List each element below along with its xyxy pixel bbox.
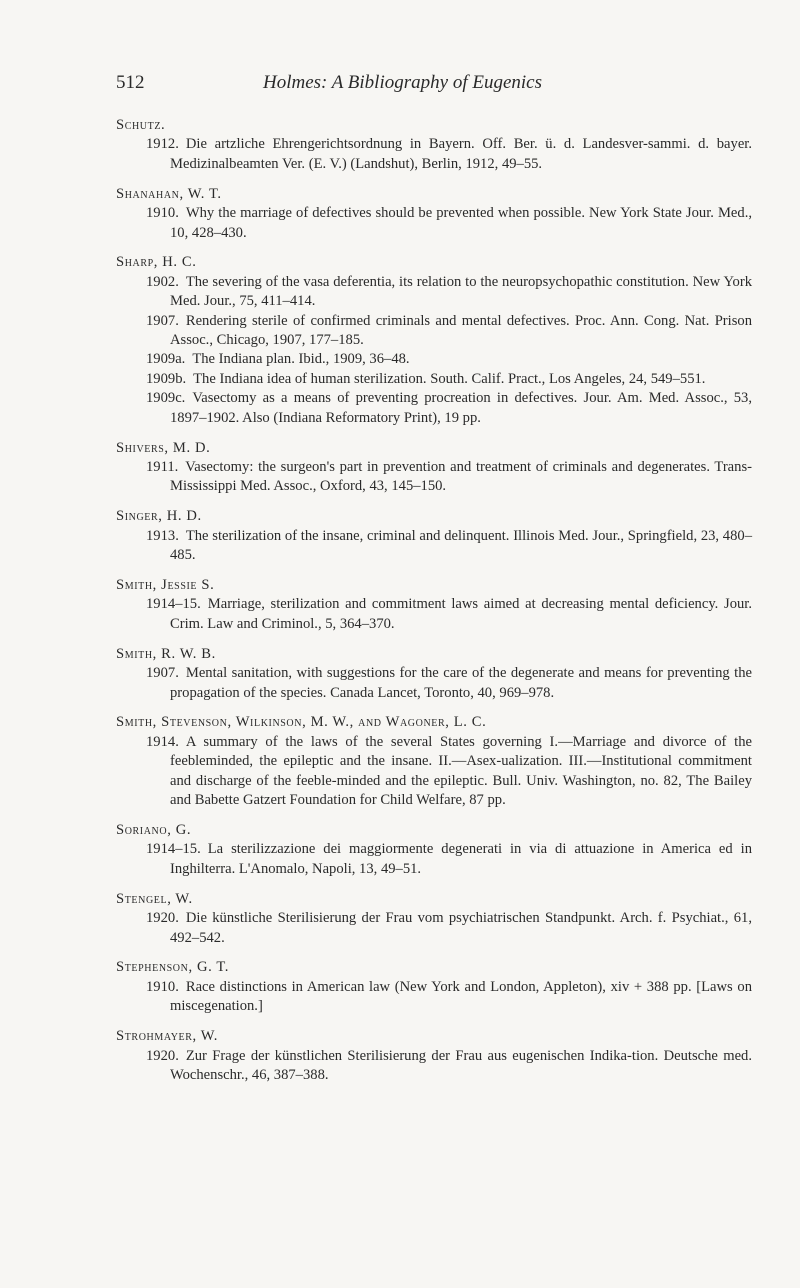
- author-block: [116, 1027, 752, 1085]
- author-block: [116, 507, 752, 565]
- author-block: [116, 253, 752, 428]
- author-name: Sharp, H. C.: [116, 254, 197, 271]
- bibliography-entry: [116, 350, 752, 369]
- bibliography-entry: [116, 312, 752, 351]
- author-block: [116, 958, 752, 1016]
- author-block: [116, 439, 752, 497]
- bibliography-entry: [116, 389, 752, 428]
- entry-year: 1907.: [146, 665, 179, 682]
- author-block: [116, 576, 752, 634]
- running-title: Holmes: A Bibliography of Eugenics: [263, 72, 542, 93]
- author-name: Shivers, M. D.: [116, 439, 211, 456]
- entry-text: Mental sanitation, with suggestions for the care of the degenerate and means for preventing the propagation of the species. Canada Lancet, Toronto, 40, 969–978.: [170, 665, 752, 701]
- author-name: Schutz.: [116, 117, 166, 133]
- entry-text: The Indiana plan. Ibid., 1909, 36–48.: [192, 351, 410, 368]
- bibliography-entry: [116, 1047, 752, 1086]
- running-head: [116, 72, 736, 102]
- author-name: Singer, H. D.: [116, 508, 202, 525]
- entry-year: 1913.: [146, 527, 179, 544]
- entry-year: 1910.: [146, 978, 179, 995]
- entry-year: 1909a.: [146, 351, 186, 368]
- bibliography-entry: [116, 664, 752, 703]
- entry-year: 1909c.: [146, 390, 186, 407]
- bibliography-entries: [116, 116, 752, 1096]
- bibliography-entry: [116, 527, 752, 566]
- author-block: [116, 645, 752, 703]
- entry-text: Marriage, sterilization and commitment laws aimed at decreasing mental deficiency. Jour. Crim. Law and Criminol., 5, 364–370.: [170, 596, 752, 632]
- bibliography-entry: [116, 273, 752, 312]
- bibliography-entry: [116, 909, 752, 948]
- entry-text: Rendering sterile of confirmed criminals and mental defectives. Proc. Ann. Cong. Nat. Prison Assoc., Chicago, 1907, 177–185.: [170, 312, 752, 349]
- entry-text: The severing of the vasa deferentia, its relation to the neuropsychopathic constitution. New York Med. Jour., 75, 411–414.: [170, 273, 752, 310]
- author-name: Shanahan, W. T.: [116, 185, 222, 202]
- author-block: [116, 713, 752, 810]
- author-name: Strohmayer, W.: [116, 1028, 219, 1045]
- bibliography-entry: [116, 458, 752, 497]
- entry-year: 1912.: [146, 136, 179, 153]
- entry-year: 1907.: [146, 312, 179, 329]
- entry-text: La sterilizzazione dei maggiormente degenerati in via di attuazione in America ed in Inghilterra. L'Anomalo, Napoli, 13, 49–51.: [170, 841, 752, 877]
- author-block: [116, 185, 752, 243]
- author-block: [116, 116, 752, 174]
- page-number: 512: [116, 72, 145, 93]
- bibliography-entry: [116, 204, 752, 243]
- author-name: Smith, R. W. B.: [116, 645, 216, 662]
- entry-year: 1914–15.: [146, 596, 201, 613]
- entry-year: 1909b.: [146, 370, 187, 387]
- entry-year: 1902.: [146, 273, 179, 290]
- author-block: [116, 821, 752, 879]
- author-name: Soriano, G.: [116, 822, 192, 838]
- entry-text: Why the marriage of defectives should be prevented when possible. New York State Jour. Med., 10, 428–430.: [170, 205, 752, 241]
- bibliography-entry: [116, 840, 752, 879]
- entry-year: 1914–15.: [146, 841, 201, 858]
- author-block: [116, 890, 752, 948]
- entry-text: The Indiana idea of human sterilization. South. Calif. Pract., Los Angeles, 24, 549–551.: [193, 370, 706, 387]
- bibliography-entry: [116, 135, 752, 174]
- author-name: Stengel, W.: [116, 890, 193, 907]
- entry-text: Race distinctions in American law (New York and London, Appleton), xiv + 388 pp. [Laws on miscegenation.]: [170, 978, 752, 1015]
- author-name: Smith, Jessie S.: [116, 577, 215, 594]
- bibliography-entry: [116, 733, 752, 811]
- bibliography-entry: [116, 370, 752, 389]
- entry-text: Die künstliche Sterilisierung der Frau vom psychiatrischen Standpunkt. Arch. f. Psychiat., 61, 492–542.: [170, 910, 752, 946]
- author-name: Stephenson, G. T.: [116, 959, 229, 976]
- entry-text: A summary of the laws of the several States governing I.—Marriage and divorce of the feebleminded, the epileptic and the insane. II.—Asex-ualization. III.—Institutional commitment and discharge of the feeble-minded and the epileptic. Bull. Univ. Washington, no. 82, The Bailey and Babette Gatzert Foundation for Child Welfare, 87 pp.: [170, 733, 752, 809]
- entry-year: 1914.: [146, 733, 179, 750]
- entry-text: Vasectomy: the surgeon's part in prevention and treatment of criminals and degenerates. Trans-Mississippi Med. Assoc., Oxford, 43, 145–150.: [170, 459, 752, 495]
- bibliography-entry: [116, 595, 752, 634]
- entry-text: Vasectomy as a means of preventing procreation in defectives. Jour. Am. Med. Assoc., 53, 1897–1902. Also (Indiana Reformatory Print), 19 pp.: [170, 390, 752, 426]
- author-name: Smith, Stevenson, Wilkinson, M. W., and Wagoner, L. C.: [116, 714, 487, 731]
- entry-text: Die artzliche Ehrengerichtsordnung in Bayern. Off. Ber. ü. d. Landesver-sammi. d. bayer. Medizinalbeamten Ver. (E. V.) (Landshut), Berlin, 1912, 49–55.: [170, 136, 752, 172]
- entry-year: 1920.: [146, 1047, 179, 1064]
- entry-text: Zur Frage der künstlichen Sterilisierung der Frau aus eugenischen Indika-tion. Deutsche med. Wochenschr., 46, 387–388.: [170, 1047, 752, 1083]
- bibliography-entry: [116, 978, 752, 1017]
- entry-year: 1920.: [146, 910, 179, 927]
- entry-text: The sterilization of the insane, criminal and delinquent. Illinois Med. Jour., Springfield, 23, 480–485.: [170, 527, 752, 564]
- entry-year: 1911.: [146, 459, 179, 475]
- entry-year: 1910.: [146, 205, 179, 222]
